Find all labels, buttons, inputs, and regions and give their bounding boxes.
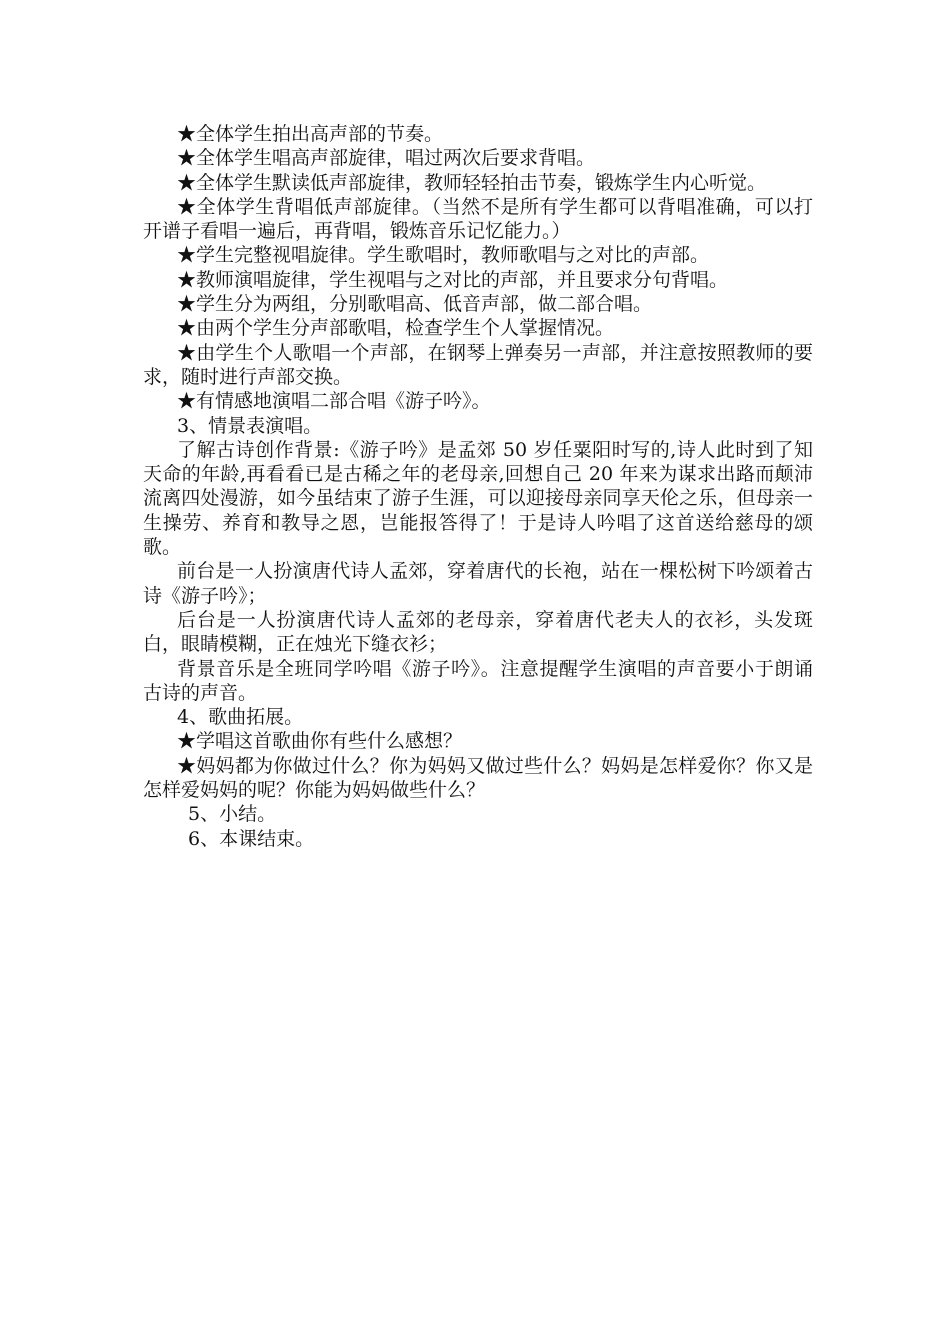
section-heading: 6、本课结束。 [188,827,315,850]
section-heading: 3、情景表演唱。 [177,414,323,437]
paragraph: ★由两个学生分声部歌唱，检查学生个人掌握情况。 [177,317,615,340]
paragraph: ★全体学生背唱低声部旋律。（当然不是所有学生都可以背唱准确，可以打开谱子看唱一遍后，再背唱，锻炼音乐记忆能力。） [143,195,813,243]
paragraph: 背景音乐是全班同学吟唱《游子吟》。注意提醒学生演唱的声音要小于朗诵古诗的声音。 [143,657,813,704]
paragraph: ★全体学生拍出高声部的节奏。 [177,123,444,145]
paragraph: ★学生完整视唱旋律。学生歌唱时，教师歌唱与之对比的声部。 [177,244,710,267]
paragraph: 后台是一人扮演唐代诗人孟郊的老母亲，穿着唐代老夫人的衣衫，头发斑白，眼睛模糊，正在烛光下缝衣衫； [143,608,813,656]
section-heading: 5、小结。 [188,803,277,826]
paragraph: ★全体学生默读低声部旋律，教师轻轻拍击节奏，锻炼学生内心听觉。 [177,171,767,194]
paragraph: ★妈妈都为你做过什么？你为妈妈又做过些什么？妈妈是怎样爱你？你又是怎样爱妈妈的呢？你能为妈妈做些什么？ [143,754,813,802]
paragraph: 前台是一人扮演唐代诗人孟郊，穿着唐代的长袍，站在一棵松树下吟颂着古诗《游子吟》； [143,560,813,607]
paragraph: ★学唱这首歌曲你有些什么感想？ [177,730,463,753]
paragraph: ★教师演唱旋律，学生视唱与之对比的声部，并且要求分句背唱。 [177,268,729,291]
paragraph: ★有情感地演唱二部合唱《游子吟》。 [177,390,491,413]
paragraph: ★全体学生唱高声部旋律，唱过两次后要求背唱。 [177,147,596,170]
paragraph: 了解古诗创作背景:《游子吟》是孟郊 50 岁任粟阳时写的,诗人此时到了知天命的年龄,再看看已是古稀之年的老母亲,回想自己 20 年来为谋求出路而颠沛流离四处漫游，如今虽结束了游子生涯，可以迎接母亲同享天伦之乐，但母亲一生操劳、养育和教导之恩，岂能报答得了！于是诗人吟唱了这首送给慈母的颂歌。 [143,438,813,559]
section-heading: 4、歌曲拓展。 [177,706,304,729]
document-body [143,122,813,851]
paragraph: ★由学生个人歌唱一个声部，在钢琴上弹奏另一声部，并注意按照教师的要求，随时进行声部交换。 [143,341,813,388]
paragraph: ★学生分为两组，分别歌唱高、低音声部，做二部合唱。 [177,293,653,316]
